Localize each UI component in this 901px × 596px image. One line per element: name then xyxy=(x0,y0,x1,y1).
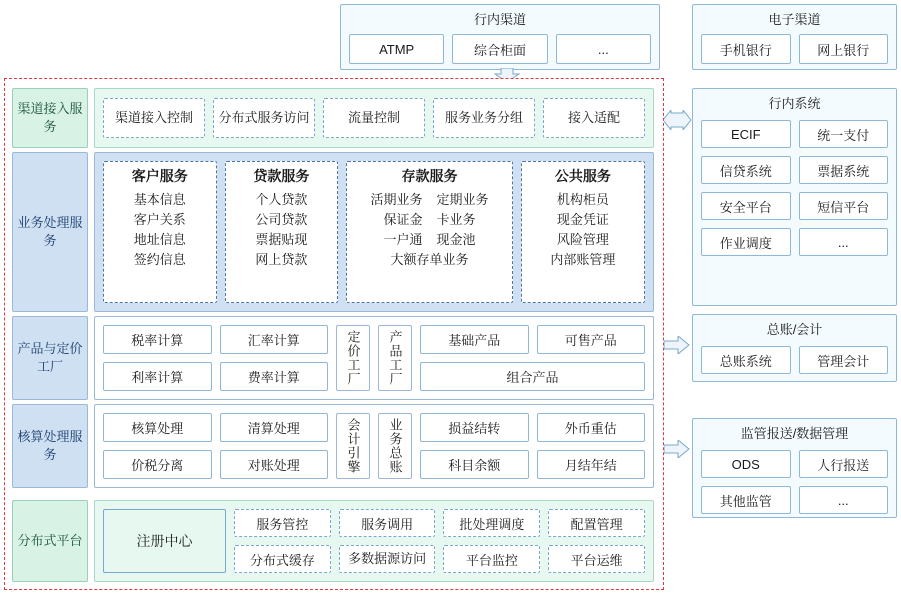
layer-body-business-processing xyxy=(94,152,654,312)
channel-access-item-control[interactable]: 渠道接入控制 xyxy=(103,98,205,138)
service-item-margin[interactable]: 保证金 xyxy=(383,212,423,227)
right-arrow-icon-regulatory xyxy=(664,440,690,458)
service-group-loan-title: 贷款服务 xyxy=(253,168,310,184)
pricing-item-interest-rate[interactable]: 利率计算 xyxy=(103,362,212,391)
accounting-item-processing[interactable]: 核算处理 xyxy=(103,413,212,442)
service-group-customer-title: 客户服务 xyxy=(131,168,188,184)
vlabel-pricing-factory: 定价工厂 xyxy=(336,325,370,391)
regulatory-item-other[interactable]: 其他监管 xyxy=(701,486,791,514)
product-item-combined[interactable]: 组合产品 xyxy=(420,362,645,391)
ledger-item-gl-system[interactable]: 总账系统 xyxy=(701,346,791,374)
inner-system-item-job-schedule[interactable]: 作业调度 xyxy=(701,228,791,256)
service-item-address-info[interactable]: 地址信息 xyxy=(133,232,186,247)
pricing-item-tax-rate[interactable]: 税率计算 xyxy=(103,325,212,354)
e-channel-title: 电子渠道 xyxy=(768,12,821,27)
accounting-item-month-year-end[interactable]: 月结年结 xyxy=(537,450,646,479)
service-item-org-teller[interactable]: 机构柜员 xyxy=(556,192,609,207)
service-item-internal-account[interactable]: 内部账管理 xyxy=(550,252,616,267)
channel-item-counter[interactable]: 综合柜面 xyxy=(452,34,547,64)
accounting-item-reconciliation[interactable]: 对账处理 xyxy=(220,450,329,479)
product-item-sellable[interactable]: 可售产品 xyxy=(537,325,646,354)
service-item-personal-loan[interactable]: 个人贷款 xyxy=(255,192,308,207)
channel-access-item-distributed-service[interactable]: 分布式服务访问 xyxy=(213,98,315,138)
accounting-item-clearing[interactable]: 清算处理 xyxy=(220,413,329,442)
vlabel-accounting-engine: 会计引擎 xyxy=(336,413,370,479)
regulatory-title: 监管报送/数据管理 xyxy=(740,426,849,441)
e-channel-item-mobile[interactable]: 手机银行 xyxy=(701,34,791,64)
service-item-online-loan[interactable]: 网上贷款 xyxy=(255,252,308,267)
regulatory-panel xyxy=(692,418,897,518)
vlabel-business-ledger: 业务总账 xyxy=(378,413,412,479)
ledger-title: 总账/会计 xyxy=(766,322,823,337)
ledger-item-management-accounting[interactable]: 管理会计 xyxy=(799,346,889,374)
service-item-cash-voucher[interactable]: 现金凭证 xyxy=(556,212,609,227)
service-item-risk-mgmt[interactable]: 风险管理 xyxy=(556,232,609,247)
inner-system-item-security[interactable]: 安全平台 xyxy=(701,192,791,220)
vlabel-product-factory: 产品工厂 xyxy=(378,325,412,391)
accounting-item-price-tax-split[interactable]: 价税分离 xyxy=(103,450,212,479)
product-item-basic[interactable]: 基础产品 xyxy=(420,325,529,354)
platform-item-platform-monitor[interactable]: 平台监控 xyxy=(443,545,540,573)
platform-item-service-governance[interactable]: 服务管控 xyxy=(234,509,331,537)
platform-item-batch-schedule[interactable]: 批处理调度 xyxy=(443,509,540,537)
service-group-public[interactable] xyxy=(521,161,645,303)
inner-channel-panel xyxy=(340,4,660,70)
channel-item-more[interactable]: ... xyxy=(556,34,651,64)
pricing-item-exchange-rate[interactable]: 汇率计算 xyxy=(220,325,329,354)
accounting-item-account-balance[interactable]: 科目余额 xyxy=(420,450,529,479)
ledger-panel xyxy=(692,314,897,382)
e-channel-panel xyxy=(692,4,897,70)
regulatory-item-ods[interactable]: ODS xyxy=(701,450,791,478)
service-group-customer[interactable] xyxy=(103,161,217,303)
platform-item-registry-center[interactable]: 注册中心 xyxy=(103,509,226,573)
inner-channel-title: 行内渠道 xyxy=(473,12,526,27)
service-item-basic-info[interactable]: 基本信息 xyxy=(133,192,186,207)
layer-body-distributed-platform xyxy=(94,500,654,582)
service-group-deposit-title: 存款服务 xyxy=(401,168,458,184)
platform-item-platform-ops[interactable]: 平台运维 xyxy=(548,545,645,573)
service-item-large-cd[interactable]: 大额存单业务 xyxy=(390,252,469,267)
layer-label-product-pricing: 产品与定价工厂 xyxy=(12,316,88,400)
inner-system-panel xyxy=(692,88,897,306)
inner-system-item-credit[interactable]: 信贷系统 xyxy=(701,156,791,184)
service-item-customer-relation[interactable]: 客户关系 xyxy=(133,212,186,227)
layer-body-channel-access xyxy=(94,88,654,148)
bidirectional-arrow-icon xyxy=(662,110,692,130)
service-group-public-title: 公共服务 xyxy=(554,168,611,184)
regulatory-item-more[interactable]: ... xyxy=(799,486,889,514)
service-item-current-business[interactable]: 活期业务 xyxy=(370,192,423,207)
platform-item-config-mgmt[interactable]: 配置管理 xyxy=(548,509,645,537)
channel-item-atmp[interactable]: ATMP xyxy=(349,34,444,64)
regulatory-item-pboc-report[interactable]: 人行报送 xyxy=(799,450,889,478)
accounting-item-pl-carryover[interactable]: 损益结转 xyxy=(420,413,529,442)
inner-system-item-more[interactable]: ... xyxy=(799,228,889,256)
inner-system-item-ecif[interactable]: ECIF xyxy=(701,120,791,148)
service-item-bill-discount[interactable]: 票据贴现 xyxy=(255,232,308,247)
platform-item-multi-datasource[interactable]: 多数据源访问 xyxy=(339,545,436,573)
service-item-contract-info[interactable]: 签约信息 xyxy=(133,252,186,267)
inner-system-title: 行内系统 xyxy=(768,96,821,111)
service-group-deposit[interactable] xyxy=(346,161,513,303)
layer-label-channel-access: 渠道接入服务 xyxy=(12,88,88,148)
service-item-term-business[interactable]: 定期业务 xyxy=(436,192,489,207)
pricing-item-fee-rate[interactable]: 费率计算 xyxy=(220,362,329,391)
accounting-item-fx-revaluation[interactable]: 外币重估 xyxy=(537,413,646,442)
right-arrow-icon-ledger xyxy=(664,336,690,354)
layer-label-distributed-platform: 分布式平台 xyxy=(12,500,88,582)
channel-access-item-service-group[interactable]: 服务业务分组 xyxy=(433,98,535,138)
platform-item-distributed-cache[interactable]: 分布式缓存 xyxy=(234,545,331,573)
layer-label-business-processing: 业务处理服务 xyxy=(12,152,88,312)
layer-body-accounting-processing xyxy=(94,404,654,488)
service-group-loan[interactable] xyxy=(225,161,339,303)
service-item-one-account[interactable]: 一户通 xyxy=(383,232,423,247)
platform-item-service-invoke[interactable]: 服务调用 xyxy=(339,509,436,537)
inner-system-item-sms[interactable]: 短信平台 xyxy=(799,192,889,220)
inner-system-item-bill[interactable]: 票据系统 xyxy=(799,156,889,184)
channel-access-item-flow-control[interactable]: 流量控制 xyxy=(323,98,425,138)
service-item-cash-pool[interactable]: 现金池 xyxy=(436,232,476,247)
service-item-corporate-loan[interactable]: 公司贷款 xyxy=(255,212,308,227)
layer-body-product-pricing xyxy=(94,316,654,400)
channel-access-item-adapter[interactable]: 接入适配 xyxy=(543,98,645,138)
e-channel-item-online[interactable]: 网上银行 xyxy=(799,34,889,64)
inner-system-item-unified-payment[interactable]: 统一支付 xyxy=(799,120,889,148)
layer-label-accounting-processing: 核算处理服务 xyxy=(12,404,88,488)
service-item-card-business[interactable]: 卡业务 xyxy=(436,212,476,227)
